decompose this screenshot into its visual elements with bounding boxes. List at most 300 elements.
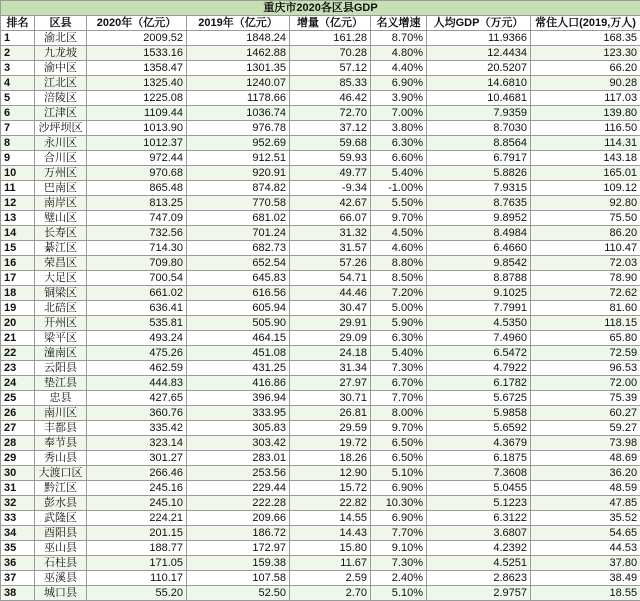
gdp-2020-cell: 245.10 [87, 496, 187, 511]
population-cell: 116.50 [531, 121, 640, 136]
table-row [1, 511, 640, 526]
gdp-2019-cell: 107.58 [187, 571, 290, 586]
growth-cell: 6.90% [371, 481, 427, 496]
table-row [1, 61, 640, 76]
per-capita-cell: 5.6725 [427, 391, 531, 406]
population-cell: 110.47 [531, 241, 640, 256]
district-cell: 巫溪县 [35, 571, 87, 586]
gdp-2020-cell: 201.15 [87, 526, 187, 541]
per-capita-cell: 14.6810 [427, 76, 531, 91]
gdp-2019-cell: 283.01 [187, 451, 290, 466]
rank-cell: 3 [1, 61, 35, 76]
gdp-2020-cell: 171.05 [87, 556, 187, 571]
table-row [1, 586, 640, 601]
gdp-2020-cell: 636.41 [87, 301, 187, 316]
increment-cell: 161.28 [290, 31, 371, 46]
growth-cell: 7.70% [371, 526, 427, 541]
per-capita-cell: 9.8952 [427, 211, 531, 226]
rank-cell: 21 [1, 331, 35, 346]
increment-cell: 24.18 [290, 346, 371, 361]
increment-cell: 59.93 [290, 151, 371, 166]
table-row [1, 91, 640, 106]
increment-cell: 18.26 [290, 451, 371, 466]
increment-cell: 37.12 [290, 121, 371, 136]
per-capita-cell: 5.8826 [427, 166, 531, 181]
increment-cell: 15.72 [290, 481, 371, 496]
growth-cell: 2.40% [371, 571, 427, 586]
rank-cell: 20 [1, 316, 35, 331]
rank-cell: 24 [1, 376, 35, 391]
gdp-2020-cell: 224.21 [87, 511, 187, 526]
table-row [1, 466, 640, 481]
header-cell: 名义增速 [371, 16, 427, 31]
gdp-2019-cell: 874.82 [187, 181, 290, 196]
gdp-2019-cell: 172.97 [187, 541, 290, 556]
population-cell: 81.60 [531, 301, 640, 316]
district-cell: 荣昌区 [35, 256, 87, 271]
header-cell: 2019年（亿元） [187, 16, 290, 31]
growth-cell: 7.30% [371, 361, 427, 376]
gdp-2019-cell: 222.28 [187, 496, 290, 511]
population-cell: 66.20 [531, 61, 640, 76]
rank-cell: 12 [1, 196, 35, 211]
increment-cell: 31.34 [290, 361, 371, 376]
gdp-2020-cell: 714.30 [87, 241, 187, 256]
table-title: 重庆市2020各区县GDP [1, 1, 640, 16]
per-capita-cell: 6.1875 [427, 451, 531, 466]
district-cell: 大足区 [35, 271, 87, 286]
rank-cell: 38 [1, 586, 35, 601]
rank-cell: 15 [1, 241, 35, 256]
increment-cell: 31.57 [290, 241, 371, 256]
district-cell: 黔江区 [35, 481, 87, 496]
table-row [1, 391, 640, 406]
growth-cell: 6.50% [371, 436, 427, 451]
gdp-2019-cell: 1848.24 [187, 31, 290, 46]
gdp-2019-cell: 396.94 [187, 391, 290, 406]
growth-cell: 4.40% [371, 61, 427, 76]
gdp-2019-cell: 770.58 [187, 196, 290, 211]
growth-cell: 5.40% [371, 166, 427, 181]
gdp-2019-cell: 505.90 [187, 316, 290, 331]
gdp-2019-cell: 682.73 [187, 241, 290, 256]
table-row [1, 136, 640, 151]
per-capita-cell: 9.1025 [427, 286, 531, 301]
per-capita-cell: 6.1782 [427, 376, 531, 391]
population-cell: 37.80 [531, 556, 640, 571]
growth-cell: 8.00% [371, 406, 427, 421]
gdp-2020-cell: 747.09 [87, 211, 187, 226]
per-capita-cell: 6.3122 [427, 511, 531, 526]
increment-cell: 57.26 [290, 256, 371, 271]
district-cell: 垫江县 [35, 376, 87, 391]
district-cell: 沙坪坝区 [35, 121, 87, 136]
population-cell: 65.80 [531, 331, 640, 346]
increment-cell: 19.72 [290, 436, 371, 451]
per-capita-cell: 6.7917 [427, 151, 531, 166]
growth-cell: 6.60% [371, 151, 427, 166]
table-row [1, 286, 640, 301]
increment-cell: 46.42 [290, 91, 371, 106]
gdp-2020-cell: 700.54 [87, 271, 187, 286]
gdp-2019-cell: 920.91 [187, 166, 290, 181]
gdp-2019-cell: 451.08 [187, 346, 290, 361]
increment-cell: 66.07 [290, 211, 371, 226]
gdp-2019-cell: 52.50 [187, 586, 290, 601]
district-cell: 大渡口区 [35, 466, 87, 481]
district-cell: 武隆区 [35, 511, 87, 526]
population-cell: 54.65 [531, 526, 640, 541]
rank-cell: 37 [1, 571, 35, 586]
district-cell: 巫山县 [35, 541, 87, 556]
rank-cell: 10 [1, 166, 35, 181]
per-capita-cell: 7.9359 [427, 106, 531, 121]
district-cell: 忠县 [35, 391, 87, 406]
gdp-2019-cell: 1178.66 [187, 91, 290, 106]
gdp-2019-cell: 616.56 [187, 286, 290, 301]
gdp-2020-cell: 360.76 [87, 406, 187, 421]
population-cell: 72.62 [531, 286, 640, 301]
rank-cell: 25 [1, 391, 35, 406]
growth-cell: 3.90% [371, 91, 427, 106]
district-cell: 北碚区 [35, 301, 87, 316]
population-cell: 72.59 [531, 346, 640, 361]
per-capita-cell: 5.1223 [427, 496, 531, 511]
population-cell: 36.20 [531, 466, 640, 481]
per-capita-cell: 8.8564 [427, 136, 531, 151]
gdp-2019-cell: 645.83 [187, 271, 290, 286]
population-cell: 78.90 [531, 271, 640, 286]
population-cell: 35.52 [531, 511, 640, 526]
table-row [1, 376, 640, 391]
district-cell: 九龙坡 [35, 46, 87, 61]
table-row [1, 31, 640, 46]
increment-cell: 42.67 [290, 196, 371, 211]
district-cell: 璧山区 [35, 211, 87, 226]
table-row [1, 421, 640, 436]
population-cell: 96.53 [531, 361, 640, 376]
district-cell: 永川区 [35, 136, 87, 151]
gdp-2020-cell: 1358.47 [87, 61, 187, 76]
gdp-2019-cell: 186.72 [187, 526, 290, 541]
increment-cell: 29.59 [290, 421, 371, 436]
per-capita-cell: 8.7030 [427, 121, 531, 136]
increment-cell: 31.32 [290, 226, 371, 241]
district-cell: 巴南区 [35, 181, 87, 196]
rank-cell: 27 [1, 421, 35, 436]
gdp-2019-cell: 253.56 [187, 466, 290, 481]
growth-cell: 6.30% [371, 136, 427, 151]
district-cell: 梁平区 [35, 331, 87, 346]
population-cell: 90.28 [531, 76, 640, 91]
rank-cell: 13 [1, 211, 35, 226]
population-cell: 38.49 [531, 571, 640, 586]
population-cell: 44.53 [531, 541, 640, 556]
gdp-2020-cell: 709.80 [87, 256, 187, 271]
per-capita-cell: 7.3608 [427, 466, 531, 481]
rank-cell: 1 [1, 31, 35, 46]
increment-cell: 11.67 [290, 556, 371, 571]
increment-cell: 12.90 [290, 466, 371, 481]
header-cell: 增量（亿元） [290, 16, 371, 31]
per-capita-cell: 5.9858 [427, 406, 531, 421]
district-cell: 涪陵区 [35, 91, 87, 106]
district-cell: 石柱县 [35, 556, 87, 571]
population-cell: 123.30 [531, 46, 640, 61]
per-capita-cell: 20.5207 [427, 61, 531, 76]
district-cell: 长寿区 [35, 226, 87, 241]
gdp-2020-cell: 188.77 [87, 541, 187, 556]
table-row [1, 226, 640, 241]
per-capita-cell: 8.7635 [427, 196, 531, 211]
rank-cell: 11 [1, 181, 35, 196]
population-cell: 165.01 [531, 166, 640, 181]
growth-cell: 6.90% [371, 76, 427, 91]
gdp-2020-cell: 1225.08 [87, 91, 187, 106]
population-cell: 72.00 [531, 376, 640, 391]
gdp-2019-cell: 416.86 [187, 376, 290, 391]
rank-cell: 18 [1, 286, 35, 301]
gdp-2020-cell: 266.46 [87, 466, 187, 481]
table-row [1, 481, 640, 496]
rank-cell: 2 [1, 46, 35, 61]
growth-cell: 5.10% [371, 466, 427, 481]
gdp-2019-cell: 1240.07 [187, 76, 290, 91]
gdp-2020-cell: 813.25 [87, 196, 187, 211]
header-row [1, 16, 640, 31]
table-row [1, 451, 640, 466]
increment-cell: 44.46 [290, 286, 371, 301]
growth-cell: 9.70% [371, 421, 427, 436]
gdp-2020-cell: 475.26 [87, 346, 187, 361]
growth-cell: 5.40% [371, 346, 427, 361]
per-capita-cell: 7.7991 [427, 301, 531, 316]
table-row [1, 316, 640, 331]
gdp-2020-cell: 301.27 [87, 451, 187, 466]
gdp-2020-cell: 462.59 [87, 361, 187, 376]
header-cell: 区县 [35, 16, 87, 31]
growth-cell: 7.00% [371, 106, 427, 121]
district-cell: 渝中区 [35, 61, 87, 76]
rank-cell: 34 [1, 526, 35, 541]
population-cell: 48.69 [531, 451, 640, 466]
rank-cell: 26 [1, 406, 35, 421]
growth-cell: 5.90% [371, 316, 427, 331]
increment-cell: 2.70 [290, 586, 371, 601]
table-row [1, 361, 640, 376]
rank-cell: 32 [1, 496, 35, 511]
per-capita-cell: 6.5472 [427, 346, 531, 361]
district-cell: 秀山县 [35, 451, 87, 466]
growth-cell: 5.10% [371, 586, 427, 601]
gdp-2020-cell: 1013.90 [87, 121, 187, 136]
rank-cell: 23 [1, 361, 35, 376]
gdp-2019-cell: 431.25 [187, 361, 290, 376]
rank-cell: 8 [1, 136, 35, 151]
growth-cell: 8.70% [371, 31, 427, 46]
district-cell: 云阳县 [35, 361, 87, 376]
per-capita-cell: 5.0455 [427, 481, 531, 496]
population-cell: 139.80 [531, 106, 640, 121]
population-cell: 47.85 [531, 496, 640, 511]
gdp-2019-cell: 1462.88 [187, 46, 290, 61]
rank-cell: 22 [1, 346, 35, 361]
per-capita-cell: 12.4434 [427, 46, 531, 61]
gdp-2019-cell: 605.94 [187, 301, 290, 316]
growth-cell: 7.30% [371, 556, 427, 571]
table-row [1, 496, 640, 511]
increment-cell: 85.33 [290, 76, 371, 91]
per-capita-cell: 7.4960 [427, 331, 531, 346]
per-capita-cell: 2.8623 [427, 571, 531, 586]
population-cell: 60.27 [531, 406, 640, 421]
table-row [1, 76, 640, 91]
population-cell: 114.31 [531, 136, 640, 151]
gdp-2020-cell: 55.20 [87, 586, 187, 601]
population-cell: 168.35 [531, 31, 640, 46]
increment-cell: 26.81 [290, 406, 371, 421]
gdp-2020-cell: 444.83 [87, 376, 187, 391]
growth-cell: 4.50% [371, 226, 427, 241]
gdp-2019-cell: 159.38 [187, 556, 290, 571]
population-cell: 75.50 [531, 211, 640, 226]
gdp-2019-cell: 464.15 [187, 331, 290, 346]
gdp-2019-cell: 209.66 [187, 511, 290, 526]
rank-cell: 4 [1, 76, 35, 91]
population-cell: 18.55 [531, 586, 640, 601]
growth-cell: 3.80% [371, 121, 427, 136]
table-row [1, 196, 640, 211]
rank-cell: 36 [1, 556, 35, 571]
table-row [1, 121, 640, 136]
increment-cell: -9.34 [290, 181, 371, 196]
title-row [1, 1, 640, 16]
population-cell: 92.80 [531, 196, 640, 211]
district-cell: 渝北区 [35, 31, 87, 46]
district-cell: 南川区 [35, 406, 87, 421]
growth-cell: 10.30% [371, 496, 427, 511]
district-cell: 合川区 [35, 151, 87, 166]
rank-cell: 14 [1, 226, 35, 241]
gdp-2020-cell: 535.81 [87, 316, 187, 331]
district-cell: 江津区 [35, 106, 87, 121]
table-row [1, 46, 640, 61]
per-capita-cell: 7.9315 [427, 181, 531, 196]
rank-cell: 35 [1, 541, 35, 556]
gdp-2019-cell: 652.54 [187, 256, 290, 271]
district-cell: 丰都县 [35, 421, 87, 436]
per-capita-cell: 4.3679 [427, 436, 531, 451]
gdp-2019-cell: 229.44 [187, 481, 290, 496]
increment-cell: 14.43 [290, 526, 371, 541]
growth-cell: 9.70% [371, 211, 427, 226]
increment-cell: 70.28 [290, 46, 371, 61]
growth-cell: 9.10% [371, 541, 427, 556]
per-capita-cell: 5.6592 [427, 421, 531, 436]
gdp-2020-cell: 493.24 [87, 331, 187, 346]
per-capita-cell: 3.6807 [427, 526, 531, 541]
rank-cell: 19 [1, 301, 35, 316]
table-row [1, 556, 640, 571]
table-row [1, 151, 640, 166]
per-capita-cell: 9.8542 [427, 256, 531, 271]
gdp-2019-cell: 303.42 [187, 436, 290, 451]
gdp-2020-cell: 1533.16 [87, 46, 187, 61]
table-row [1, 331, 640, 346]
growth-cell: 7.20% [371, 286, 427, 301]
population-cell: 143.18 [531, 151, 640, 166]
rank-cell: 9 [1, 151, 35, 166]
table-row [1, 346, 640, 361]
increment-cell: 22.82 [290, 496, 371, 511]
gdp-2019-cell: 912.51 [187, 151, 290, 166]
per-capita-cell: 4.5251 [427, 556, 531, 571]
gdp-2020-cell: 1012.37 [87, 136, 187, 151]
per-capita-cell: 6.4660 [427, 241, 531, 256]
table-row [1, 271, 640, 286]
growth-cell: 5.00% [371, 301, 427, 316]
table-row [1, 241, 640, 256]
rank-cell: 6 [1, 106, 35, 121]
increment-cell: 54.71 [290, 271, 371, 286]
increment-cell: 27.97 [290, 376, 371, 391]
growth-cell: 8.80% [371, 256, 427, 271]
table-body [1, 1, 640, 601]
table-row [1, 166, 640, 181]
population-cell: 48.59 [531, 481, 640, 496]
increment-cell: 30.71 [290, 391, 371, 406]
rank-cell: 33 [1, 511, 35, 526]
increment-cell: 2.59 [290, 571, 371, 586]
rank-cell: 16 [1, 256, 35, 271]
growth-cell: 5.50% [371, 196, 427, 211]
table-row [1, 211, 640, 226]
per-capita-cell: 4.2392 [427, 541, 531, 556]
population-cell: 73.98 [531, 436, 640, 451]
growth-cell: 6.70% [371, 376, 427, 391]
gdp-2019-cell: 305.83 [187, 421, 290, 436]
population-cell: 117.03 [531, 91, 640, 106]
growth-cell: 8.50% [371, 271, 427, 286]
population-cell: 72.03 [531, 256, 640, 271]
district-cell: 万州区 [35, 166, 87, 181]
header-cell: 人均GDP（万元） [427, 16, 531, 31]
table-row [1, 106, 640, 121]
gdp-2020-cell: 661.02 [87, 286, 187, 301]
table-row [1, 181, 640, 196]
table-row [1, 526, 640, 541]
gdp-2020-cell: 1325.40 [87, 76, 187, 91]
district-cell: 奉节县 [35, 436, 87, 451]
increment-cell: 59.68 [290, 136, 371, 151]
district-cell: 綦江区 [35, 241, 87, 256]
growth-cell: 7.70% [371, 391, 427, 406]
rank-cell: 31 [1, 481, 35, 496]
gdp-2020-cell: 427.65 [87, 391, 187, 406]
rank-cell: 29 [1, 451, 35, 466]
table-row [1, 541, 640, 556]
gdp-2020-cell: 335.42 [87, 421, 187, 436]
per-capita-cell: 4.7922 [427, 361, 531, 376]
gdp-2020-cell: 245.16 [87, 481, 187, 496]
district-cell: 开州区 [35, 316, 87, 331]
gdp-2020-cell: 970.68 [87, 166, 187, 181]
population-cell: 118.15 [531, 316, 640, 331]
header-cell: 排名 [1, 16, 35, 31]
table-row [1, 301, 640, 316]
gdp-2020-cell: 323.14 [87, 436, 187, 451]
header-cell: 常住人口(2019,万人) [531, 16, 640, 31]
